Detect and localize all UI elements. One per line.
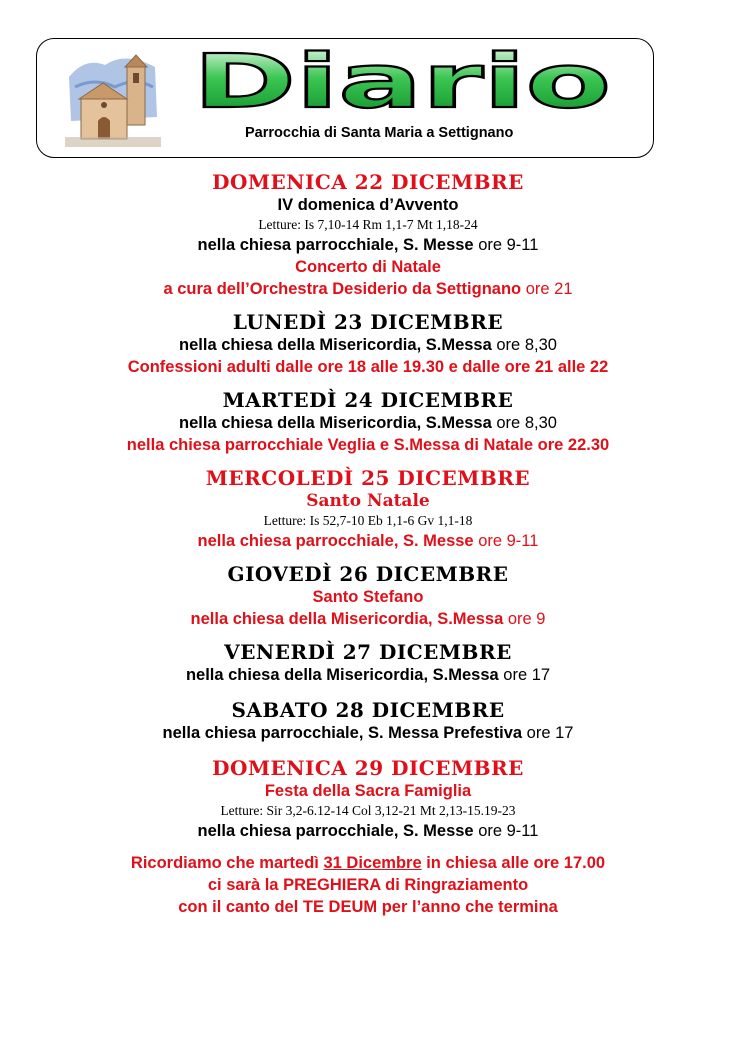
mass-place: nella chiesa parrocchiale, S. Messa Prefestiva xyxy=(162,724,523,742)
liturgy-title: Festa della Sacra Famiglia xyxy=(264,782,472,800)
mass-place: nella chiesa parrocchiale, S. Messe xyxy=(197,822,474,840)
mass-line xyxy=(0,334,736,356)
mass-line xyxy=(0,530,736,552)
mass-time: ore 17 xyxy=(522,724,574,742)
mass-place: nella chiesa della Misericordia, S.Messa xyxy=(190,610,504,628)
entry-dec-27 xyxy=(0,640,736,686)
day-heading: DOMENICA 22 DICEMBRE xyxy=(212,170,524,194)
vigil-line: nella chiesa parrocchiale Veglia e S.Messa di Natale ore 22.30 xyxy=(126,436,610,454)
liturgy-title: Santo Stefano xyxy=(312,588,424,606)
mass-line xyxy=(0,608,736,630)
mass-line xyxy=(0,412,736,434)
church-illustration xyxy=(65,47,161,147)
mass-place: nella chiesa della Misericordia, S.Messa xyxy=(185,666,499,684)
entry-dec-25 xyxy=(0,466,736,552)
event-organizer: a cura dell’Orchestra Desiderio da Settignano xyxy=(163,280,522,298)
notice-line xyxy=(0,852,736,874)
mass-time: ore 8,30 xyxy=(491,336,557,354)
mass-place: nella chiesa della Misericordia, S.Messa xyxy=(179,336,492,354)
confession-line: Confessioni adulti dalle ore 18 alle 19.30 e dalle ore 21 alle 22 xyxy=(127,358,609,376)
entry-dec-22 xyxy=(0,170,736,300)
liturgy-title: Santo Natale xyxy=(306,491,430,511)
day-heading: SABATO 28 DICEMBRE xyxy=(231,698,505,722)
mass-line xyxy=(0,664,736,686)
header-box xyxy=(36,38,654,158)
notice-line: con il canto del TE DEUM per l’anno che termina xyxy=(178,898,558,916)
mass-time: ore 9-11 xyxy=(473,822,539,840)
mass-place: nella chiesa della Misericordia, S.Messa xyxy=(179,414,492,432)
entry-dec-24 xyxy=(0,388,736,456)
mass-time: ore 9-11 xyxy=(473,236,539,254)
mass-time: ore 8,30 xyxy=(491,414,557,432)
day-heading: MERCOLEDÌ 25 DICEMBRE xyxy=(205,466,531,490)
notice-date: 31 Dicembre xyxy=(323,854,422,872)
day-heading: GIOVEDÌ 26 DICEMBRE xyxy=(227,562,509,586)
notice-line: ci sarà la PREGHIERA di Ringraziamento xyxy=(207,876,529,894)
diario-logo xyxy=(189,43,619,119)
mass-time: ore 9-11 xyxy=(473,532,539,550)
mass-line xyxy=(0,820,736,842)
liturgy-title: IV domenica d’Avvento xyxy=(277,196,459,214)
readings: Letture: Is 7,10-14 Rm 1,1-7 Mt 1,18-24 xyxy=(258,217,478,232)
te-deum-notice xyxy=(0,852,736,918)
notice-time: in chiesa alle ore 17.00 xyxy=(421,854,606,872)
event-line xyxy=(0,278,736,300)
mass-place: nella chiesa parrocchiale, S. Messe xyxy=(197,236,474,254)
day-heading: MARTEDÌ 24 DICEMBRE xyxy=(222,388,514,412)
diario-title: Diario xyxy=(193,43,611,119)
day-heading: VENERDÌ 27 DICEMBRE xyxy=(224,640,512,664)
parish-name: Parrocchia di Santa Maria a Settignano xyxy=(245,125,514,141)
mass-time: ore 9 xyxy=(503,610,546,628)
mass-place: nella chiesa parrocchiale, S. Messe xyxy=(197,532,474,550)
mass-line xyxy=(0,722,736,744)
schedule xyxy=(0,170,736,918)
event-title: Concerto di Natale xyxy=(295,258,441,276)
day-heading: DOMENICA 29 DICEMBRE xyxy=(212,756,524,780)
mass-line xyxy=(0,234,736,256)
event-time: ore 21 xyxy=(521,280,573,298)
notice-text: Ricordiamo che martedì xyxy=(130,854,324,872)
readings: Letture: Is 52,7-10 Eb 1,1-6 Gv 1,1-18 xyxy=(263,513,473,528)
entry-dec-28 xyxy=(0,698,736,744)
entry-dec-26 xyxy=(0,562,736,630)
readings: Letture: Sir 3,2-6.12-14 Col 3,12-21 Mt 2,13-15.19-23 xyxy=(220,803,516,818)
mass-time: ore 17 xyxy=(498,666,551,684)
entry-dec-29 xyxy=(0,756,736,842)
entry-dec-23 xyxy=(0,310,736,378)
day-heading: LUNEDÌ 23 DICEMBRE xyxy=(232,310,504,334)
